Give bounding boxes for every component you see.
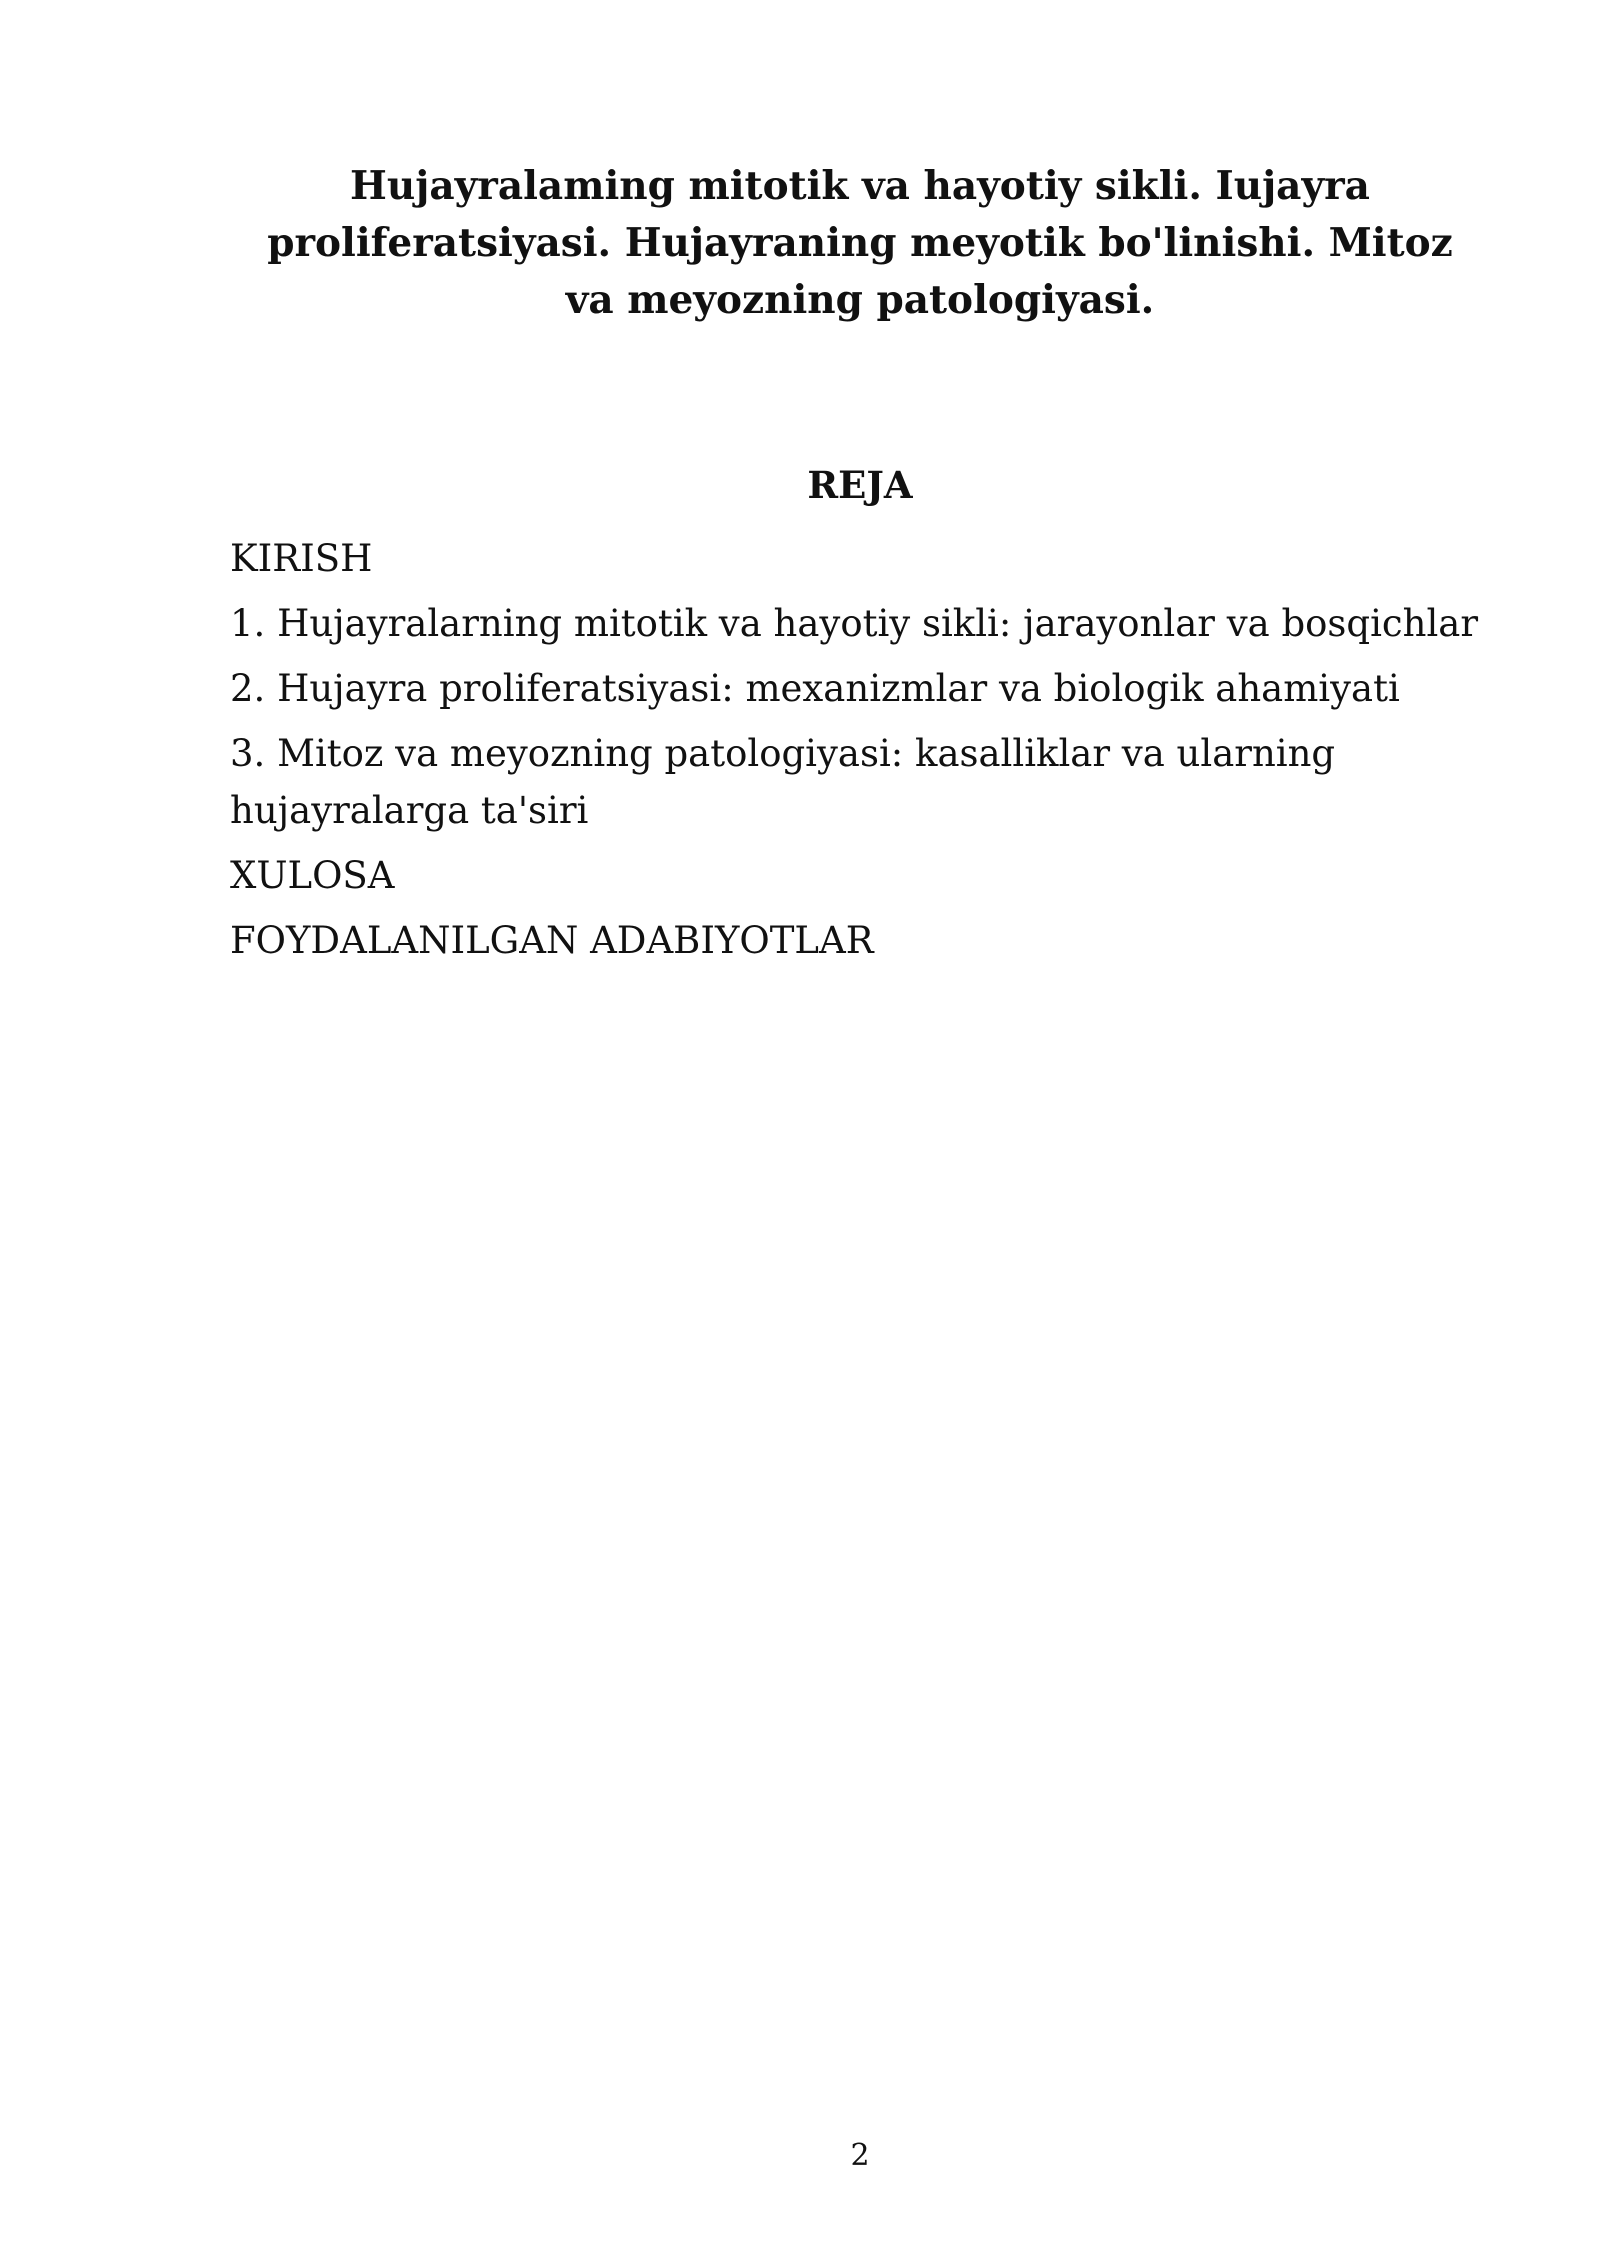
plan-item-2: 2. Hujayra proliferatsiyasi: mexanizmlar va biologik ahamiyati — [230, 667, 1400, 710]
plan-item-conclusion: XULOSA — [230, 854, 395, 897]
page-number: 2 — [850, 2138, 870, 2173]
plan-item-1: 1. Hujayralarning mitotik va hayotiy sikli: jarayonlar va bosqichlar — [230, 602, 1479, 645]
plan-item-intro: KIRISH — [230, 537, 373, 580]
document-title: Hujayralaming mitotik va hayotiy sikli. Iujayra proliferatsiyasi. Hujayraning meyotik bo'linishi. Mitoz va meyozning patologiyasi. — [267, 163, 1453, 323]
plan-heading: REJA — [807, 463, 913, 507]
plan-item-3: 3. Mitoz va meyozning patologiyasi: kasalliklar va ularning hujayralarga ta'siri — [230, 732, 1336, 832]
plan-item-references: FOYDALANILGAN ADABIYOTLAR — [230, 919, 874, 962]
plan-list — [230, 530, 1480, 977]
